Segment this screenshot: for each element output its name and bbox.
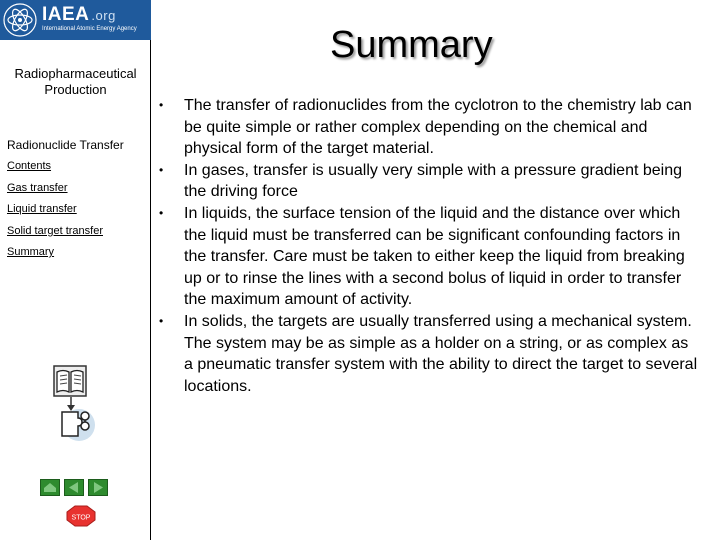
previous-slide-button[interactable]	[64, 479, 84, 496]
subsection-title: Radionuclide Transfer	[7, 138, 124, 152]
sidebar-nav	[7, 160, 103, 268]
nav-item-summary[interactable]: Summary	[7, 246, 55, 258]
logo-domain: .org	[91, 8, 116, 23]
next-slide-button[interactable]	[88, 479, 108, 496]
stop-button[interactable]	[66, 505, 96, 527]
bullet-item: • In liquids, the surface tension of the liquid and the distance over which the liquid must be transferred can be significant confounding factors in the transfer. Care must be taken to either keep the liquid from breaking up or to rinse the lines with a second bolus of liquid in order to transfer the maximum amount of activity.	[155, 203, 700, 311]
home-icon	[41, 480, 59, 495]
arrow-left-icon	[65, 480, 83, 495]
first-slide-button[interactable]	[40, 479, 60, 496]
bullet-item: • The transfer of radionuclides from the cyclotron to the chemistry lab can be quite simple or rather complex depending on the chemical and physical form of the target material.	[155, 95, 700, 160]
bullet-item: • In gases, transfer is usually very simple with a pressure gradient being the driving force	[155, 160, 700, 203]
bullet-item: • In solids, the targets are usually transferred using a mechanical system. The system may be as simple as a holder on a string, or as complex as a pneumatic transfer system with the ability to direct the target to several locations.	[155, 311, 700, 397]
section-title: Radiopharmaceutical Production	[14, 66, 137, 97]
book-icon[interactable]	[52, 364, 88, 398]
nav-item-contents[interactable]: Contents	[7, 160, 52, 172]
logo-subtitle: International Atomic Energy Agency	[42, 26, 137, 32]
arrow-right-icon	[89, 480, 107, 495]
logo-name: IAEA .org	[42, 4, 116, 25]
sidebar	[0, 0, 151, 540]
nav-item-gas-transfer[interactable]: Gas transfer	[7, 181, 68, 194]
page-title: Summary	[330, 24, 493, 66]
nav-item-liquid-transfer[interactable]: Liquid transfer	[7, 203, 77, 215]
stop-label: STOP	[71, 514, 91, 522]
iaea-logo[interactable]	[0, 0, 151, 40]
summary-bullets	[155, 95, 700, 397]
nav-item-solid-target-transfer[interactable]: Solid target transfer	[7, 224, 103, 237]
puzzle-icon[interactable]	[58, 406, 96, 442]
atom-icon	[3, 3, 37, 37]
